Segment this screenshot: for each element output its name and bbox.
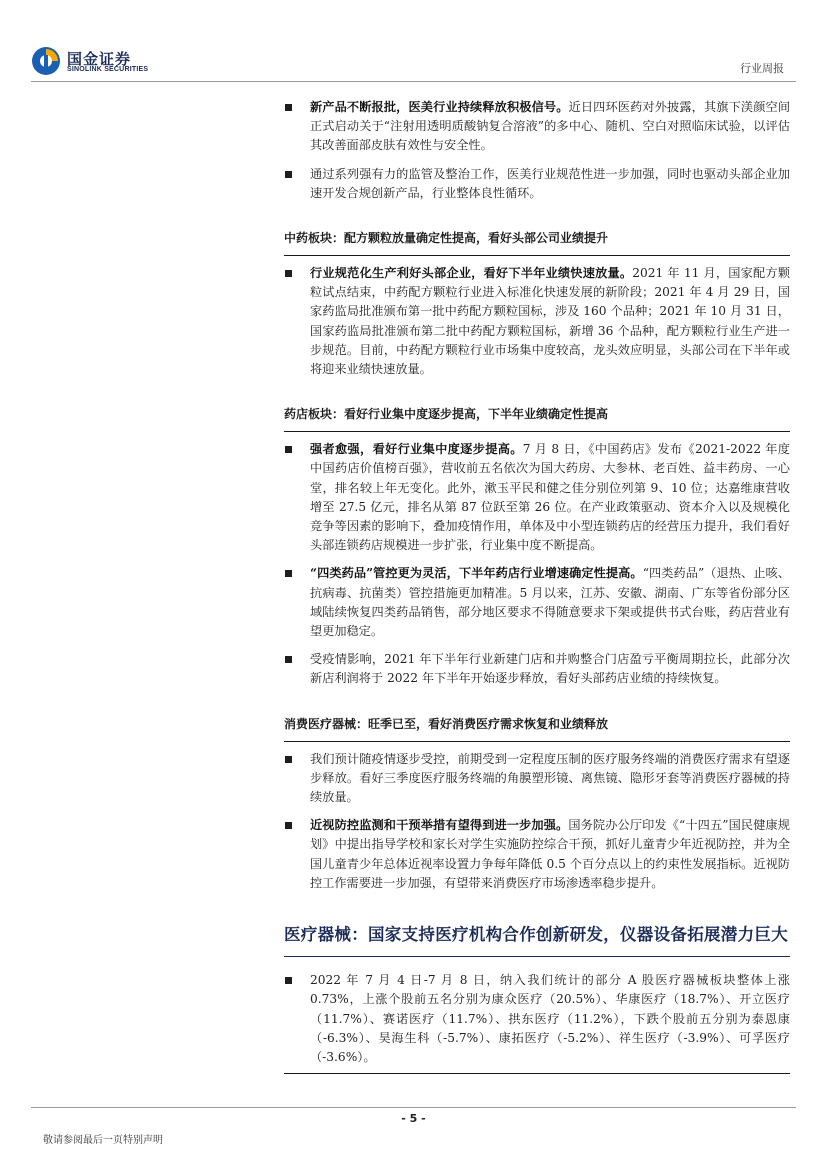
bullet-item [284, 264, 790, 379]
bullet-square-icon [285, 977, 292, 984]
section-divider [284, 431, 790, 432]
bullet-text: 近日四环医药对外披露，其旗下渼颜空间正式启动关于“注射用透明质酸钠复合溶液”的多中心、随机、空白对照临床试验，以评估其改善面部皮肤有效性与安全性。 [310, 100, 791, 153]
section-divider [284, 741, 790, 742]
bullet-item [284, 98, 790, 156]
bullet-text: 2021 年 11 月，国家配方颗粒试点结束，中药配方颗粒行业进入标准化快速发展的新阶段；2021 年 4 月 29 日，国家药监局批准颁布第一批中药配方颗粒国标，涉及 160 个品种；2021 年 10 月 31 日，国家药监局批准颁布第二批中药配方颗粒国标，新增 36 个品种，配方颗粒行业生产进一步规范。目前，中药配方颗粒行业市场集中度较高，龙头效应明显，头部公司在下半年或将迎来业绩快速放量。 [310, 266, 791, 377]
company-logo [31, 44, 171, 78]
page-number: - 5 - [401, 1112, 426, 1125]
footer-divider [31, 1107, 796, 1108]
bullet-item [284, 816, 790, 893]
bullet-item [284, 564, 790, 641]
bullet-square-icon [285, 756, 292, 763]
document-type: 行业周报 [740, 62, 784, 75]
bullet-lead: 近视防控监测和干预举措有望得到进一步加强。 [310, 818, 569, 833]
bullet-item [284, 165, 790, 203]
bullet-lead: “四类药品”管控更为灵活，下半年药店行业增速确定性提高。 [310, 566, 643, 581]
bullet-text: 受疫情影响，2021 年下半年行业新建门店和并购整合门店盈亏平衡周期拉长，此部分次新店利润将于 2022 年下半年开始逐步释放，看好头部药店业绩的持续恢复。 [310, 652, 790, 686]
header-divider [31, 81, 796, 82]
brand-name-cn: 国金证券 [67, 50, 132, 68]
section-title: 药店板块：看好行业集中度逐步提高，下半年业绩确定性提高 [284, 407, 609, 422]
bullet-item [284, 440, 790, 555]
bullet-text: 我们预计随疫情逐步受控，前期受到一定程度压制的医疗服务终端的消费医疗需求有望逐步释放。看好三季度医疗服务终端的角膜塑形镜、离焦镜、隐形牙套等消费医疗器械的持续放量。 [310, 751, 790, 805]
bullet-lead: 行业规范化生产利好头部企业，看好下半年业绩快速放量。 [310, 266, 633, 281]
section-title: 消费医疗器械：旺季已至，看好消费医疗需求恢复和业绩释放 [284, 716, 609, 731]
bullet-item [284, 971, 790, 1067]
bullet-square-icon [285, 822, 292, 829]
sinolink-logo-icon [31, 46, 61, 76]
bullet-text: 国务院办公厅印发《“十四五”国民健康规划》中提出指导学校和家长对学生实施防控综合干预，抓好儿童青少年近视防控，并为全国儿童青少年总体近视率设置力争每年降低 0.5 个百分点以上的约束性发展指标。近视防控工作需要进一步加强，有望带来消费医疗市场渗透率稳步提升。 [310, 818, 790, 890]
bullet-square-icon [285, 270, 292, 277]
bullet-item [284, 650, 790, 688]
section-title: 中药板块：配方颗粒放量确定性提高，看好头部公司业绩提升 [284, 231, 609, 246]
main-section-title: 医疗器械：国家支持医疗机构合作创新研发，仪器设备拓展潜力巨大 [284, 925, 788, 945]
bullet-text: 通过系列强有力的监管及整治工作，医美行业规范性进一步加强，同时也驱动头部企业加速开发合规创新产品，行业整体良性循环。 [310, 166, 790, 200]
footer-disclaimer: 敬请参阅最后一页特别声明 [43, 1135, 163, 1146]
bullet-text: 7 月 8 日，《中国药店》发布《2021-2022 年度中国药店价值榜百强》，营收前五名依次为国大药房、大参林、老百姓、益丰药房、一心堂，排名较上年无变化。此外，漱玉平民和健之佳分别位列第 9、10 位；达嘉维康营收增至 27.5 亿元，排名从第 87 位跃至第 26 位。在产业政策驱动、资本介入以及规模化竞争等因素的影响下，叠加疫情作用，单体及中小型连锁药店的经营压力提升，我们看好头部连锁药店规模进一步扩张，行业集中度不断提高。 [310, 442, 790, 553]
brand-name-en: SINOLINK SECURITIES [67, 66, 149, 73]
bullet-square-icon [285, 171, 292, 178]
bullet-square-icon [285, 570, 292, 577]
bullet-text: “四类药品”（退热、止咳、抗病毒、抗菌类）管控措施更加精准。5 月以来，江苏、安徽、湖南、广东等省份部分区域陆续恢复四类药品销售，部分地区要求不得随意要求下架或提供书式台账，药店营业有望更加稳定。 [310, 566, 790, 639]
bullet-square-icon [285, 104, 292, 111]
section-divider [284, 255, 790, 256]
content-end-divider [284, 1073, 790, 1074]
main-section-divider [284, 956, 790, 957]
bullet-square-icon [285, 446, 292, 453]
bullet-item [284, 750, 790, 808]
report-body [284, 98, 790, 1076]
bullet-square-icon [285, 656, 292, 663]
bullet-lead: 强者愈强，看好行业集中度逐步提高。 [310, 442, 523, 457]
bullet-lead: 新产品不断报批，医美行业持续释放积极信号。 [310, 100, 569, 114]
bullet-text: 2022 年 7 月 4 日-7 月 8 日，纳入我们统计的部分 A 股医疗器械板块整体上涨 0.73%，上涨个股前五名分别为康众医疗（20.5%）、华康医疗（18.7%）、开立医疗（11.7%）、赛诺医疗（11.7%）、拱东医疗（11.2%），下跌个股前五分别为泰恩康（-6.3%）、昊海生科（-5.7%）、康拓医疗（-5.2%）、祥生医疗（-3.9%）、可孚医疗（-3.6%）。 [310, 973, 790, 1064]
